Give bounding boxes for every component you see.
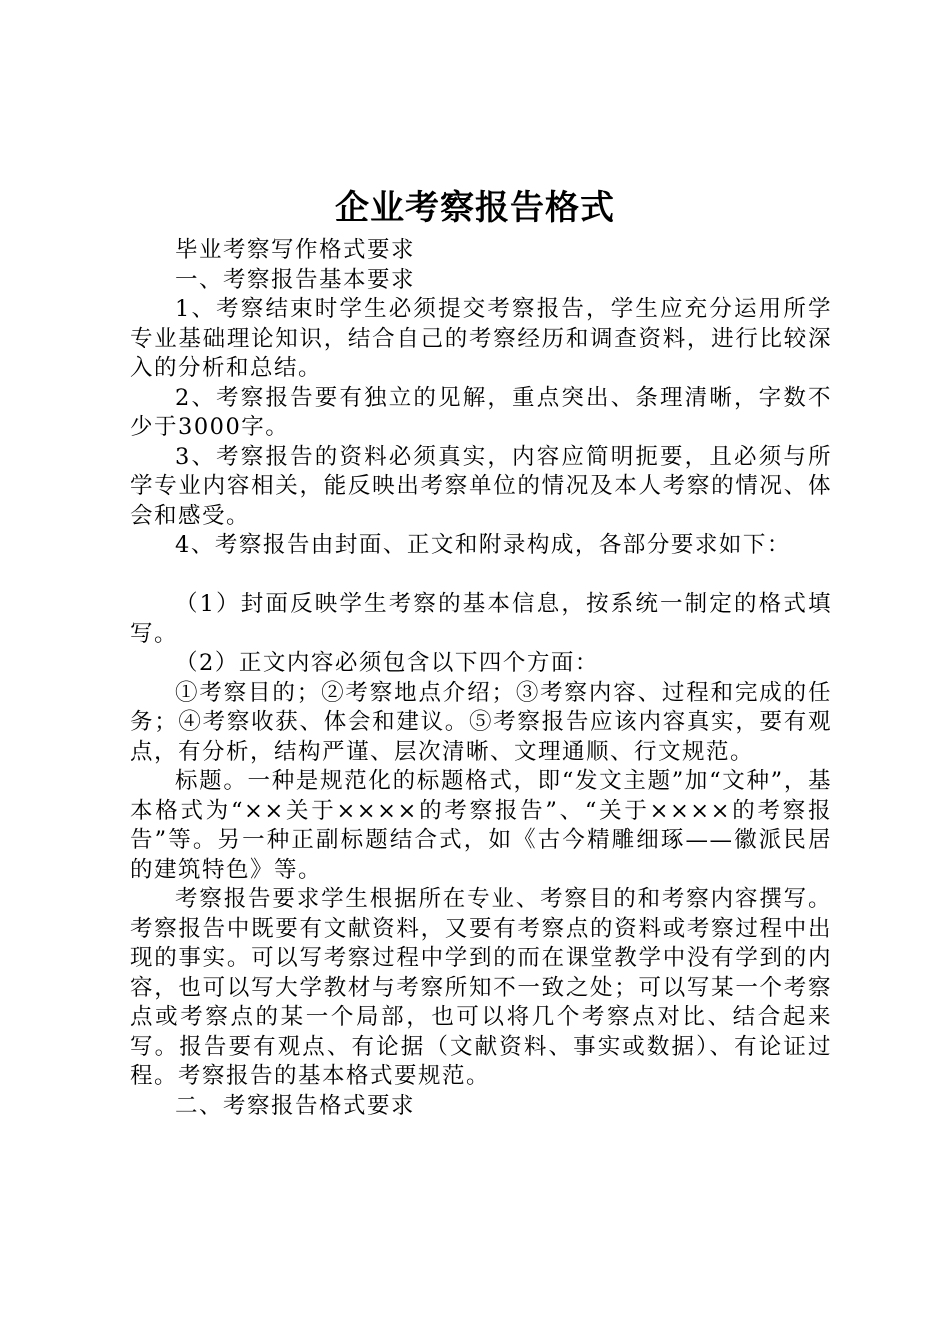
paragraph-four-aspects: ①考察目的；②考察地点介绍；③考察内容、过程和完成的任务；④考察收获、体会和建议。⑤考察报告应该内容真实，要有观点，有分析，结构严谨、层次清晰、文理通顺、行文规范。	[130, 679, 832, 765]
document-title: 企业考察报告格式	[335, 188, 615, 228]
paragraph-main-text: （2）正文内容必须包含以下四个方面：	[175, 650, 599, 676]
document-body	[130, 236, 832, 1121]
paragraph-cover: （1）封面反映学生考察的基本信息，按系统一制定的格式填写。	[130, 591, 832, 647]
paragraph-requirement-4: 4、考察报告由封面、正文和附录构成，各部分要求如下：	[175, 532, 791, 558]
paragraph-requirement-2: 2、考察报告要有独立的见解，重点突出、条理清晰，字数不少于3000字。	[130, 384, 832, 440]
paragraph-report-content: 考察报告要求学生根据所在专业、考察目的和考察内容撰写。考察报告中既要有文献资料，又要有考察点的资料或考察过程中出现的事实。可以写考察过程中学到的而在课堂教学中没有学到的内容，也可以写大学教材与考察所知不一致之处；可以写某一个考察点或考察点的某一个局部，也可以将几个考察点对比、结合起来写。报告要有观点、有论据（文献资料、事实或数据）、有论证过程。考察报告的基本格式要规范。	[130, 886, 832, 1089]
paragraph-requirement-1: 1、考察结束时学生必须提交考察报告，学生应充分运用所学专业基础理论知识，结合自己的考察经历和调查资料，进行比较深入的分析和总结。	[130, 296, 832, 381]
paragraph-format-requirements: 毕业考察写作格式要求	[175, 237, 416, 263]
paragraph-requirement-3: 3、考察报告的资料必须真实，内容应简明扼要，且必须与所学专业内容相关，能反映出考察单位的情况及本人考察的情况、体会和感受。	[130, 443, 832, 529]
heading-basic-requirements: 一、考察报告基本要求	[175, 266, 416, 293]
paragraph-title-format: 标题。一种是规范化的标题格式，即“发文主题”加“文种”，基本格式为“××关于××××的考察报告”、“关于××××的考察报告”等。另一种正副标题结合式，如《古今精雕细琢——徽派民居的建筑特色》等。	[130, 768, 832, 883]
heading-format-requirements: 二、考察报告格式要求	[175, 1092, 416, 1119]
